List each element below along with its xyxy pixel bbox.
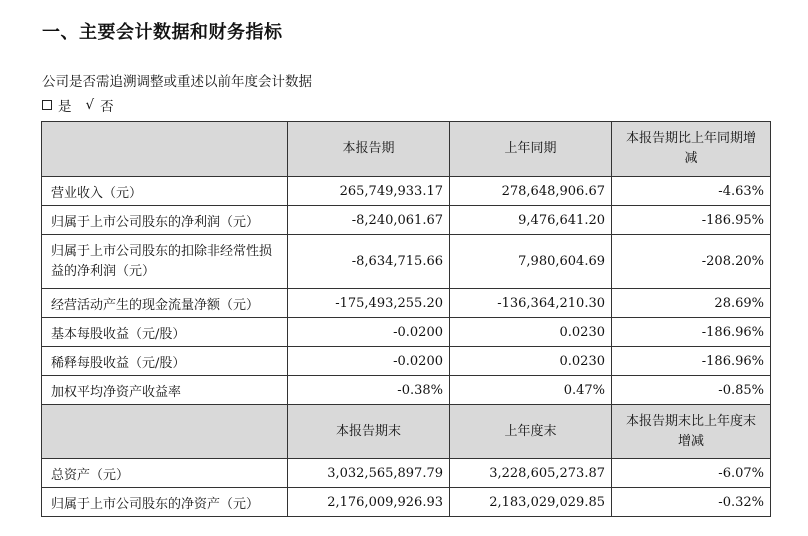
row-label: 营业收入（元）: [42, 177, 288, 206]
table-header-row: [42, 405, 771, 459]
table-row: [42, 376, 771, 405]
checkmark-icon: √: [85, 97, 95, 113]
restatement-answer: [42, 95, 114, 115]
row-label: 经营活动产生的现金流量净额（元）: [42, 289, 288, 318]
no-label: 否: [100, 99, 114, 115]
value-cell: -175,493,255.20: [288, 289, 450, 318]
header-cell: 本报告期比上年同期增减: [612, 122, 771, 177]
row-label: 总资产（元）: [42, 459, 288, 488]
table-row: [42, 177, 771, 206]
table-header-row: [42, 122, 771, 177]
header-cell: 本报告期末比上年度末增减: [612, 405, 771, 459]
row-label: 加权平均净资产收益率: [42, 376, 288, 405]
row-label: 归属于上市公司股东的扣除非经常性损益的净利润（元）: [42, 235, 288, 289]
value-cell: -0.85%: [612, 376, 771, 405]
value-cell: -0.32%: [612, 488, 771, 517]
table-row: [42, 459, 771, 488]
section-heading: 一、主要会计数据和财务指标: [42, 22, 283, 43]
value-cell: -8,240,061.67: [288, 206, 450, 235]
header-cell: 上年度末: [450, 405, 612, 459]
header-cell: [42, 405, 288, 459]
value-cell: -136,364,210.30: [450, 289, 612, 318]
row-label: 稀释每股收益（元/股）: [42, 347, 288, 376]
header-cell: 本报告期末: [288, 405, 450, 459]
value-cell: 0.0230: [450, 318, 612, 347]
table-row: [42, 488, 771, 517]
value-cell: -186.96%: [612, 318, 771, 347]
checkbox-icon: [42, 100, 52, 110]
header-cell: 上年同期: [450, 122, 612, 177]
value-cell: 2,176,009,926.93: [288, 488, 450, 517]
table-row: [42, 206, 771, 235]
header-cell: 本报告期: [288, 122, 450, 177]
value-cell: 28.69%: [612, 289, 771, 318]
value-cell: -0.0200: [288, 347, 450, 376]
value-cell: 0.47%: [450, 376, 612, 405]
value-cell: 3,228,605,273.87: [450, 459, 612, 488]
value-cell: -6.07%: [612, 459, 771, 488]
value-cell: 265,749,933.17: [288, 177, 450, 206]
row-label: 归属于上市公司股东的净利润（元）: [42, 206, 288, 235]
row-label: 基本每股收益（元/股）: [42, 318, 288, 347]
table-row: [42, 289, 771, 318]
table-row: [42, 318, 771, 347]
value-cell: -0.38%: [288, 376, 450, 405]
header-cell: [42, 122, 288, 177]
value-cell: -208.20%: [612, 235, 771, 289]
value-cell: -4.63%: [612, 177, 771, 206]
value-cell: -186.96%: [612, 347, 771, 376]
value-cell: -8,634,715.66: [288, 235, 450, 289]
value-cell: -0.0200: [288, 318, 450, 347]
row-label: 归属于上市公司股东的净资产（元）: [42, 488, 288, 517]
table-row: [42, 347, 771, 376]
table-row: [42, 235, 771, 289]
value-cell: 7,980,604.69: [450, 235, 612, 289]
financial-indicators-table: [41, 121, 771, 517]
value-cell: -186.95%: [612, 206, 771, 235]
value-cell: 9,476,641.20: [450, 206, 612, 235]
value-cell: 278,648,906.67: [450, 177, 612, 206]
value-cell: 3,032,565,897.79: [288, 459, 450, 488]
value-cell: 2,183,029,029.85: [450, 488, 612, 517]
value-cell: 0.0230: [450, 347, 612, 376]
restatement-question: 公司是否需追溯调整或重述以前年度会计数据: [42, 74, 312, 90]
yes-label: 是: [58, 99, 72, 115]
